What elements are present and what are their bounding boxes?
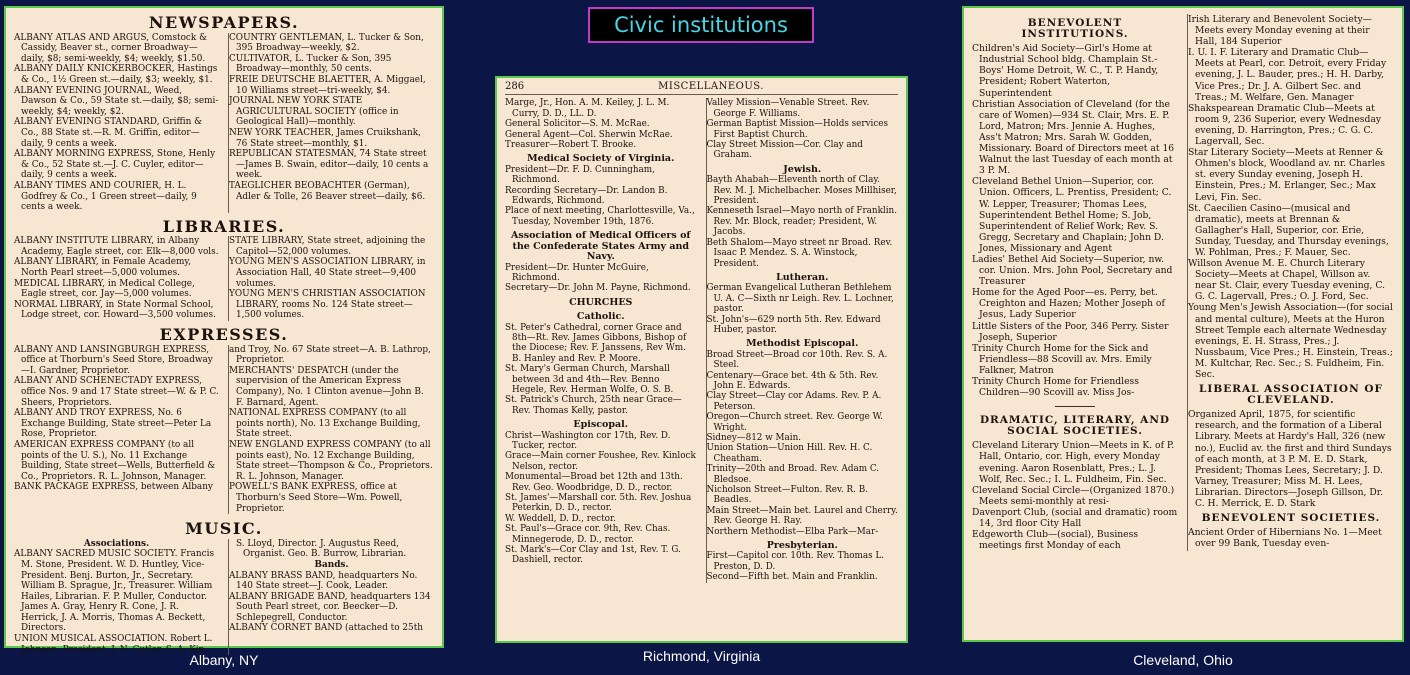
bands-heading: Bands.	[314, 559, 349, 570]
list-item: NEW ENGLAND EXPRESS COMPANY (to all points east), No. 12 Exchange Building, State street—Thompson & Co., Proprietors. R. L. Johnson, Manager.	[229, 439, 433, 482]
list-item: and Troy, No. 67 State street—A. B. Lathrop, Proprietor.	[229, 344, 431, 366]
list-item: Broad Street—Broad cor 10th. Rev. S. A. Steel.	[706, 349, 888, 371]
bands-list	[229, 571, 434, 635]
list-item: Clay Street—Clay cor Adams. Rev. P. A. Peterson.	[706, 391, 882, 412]
caption-albany: Albany, NY	[189, 652, 259, 668]
list-item: Shakspearean Dramatic Club—Meets at room 9, 236 Superior, every Wednesday evening, D. Harrington, Pres.; C. G. C. Lagervall, Sec.	[1188, 102, 1382, 148]
list-item: ALBANY MORNING EXPRESS, Stone, Henly & Co., 52 State st.—J. C. Cuyler, editor—daily, 9 cents a week.	[14, 149, 216, 181]
list-item: NEW YORK TEACHER, James Cruikshank, 76 State street—monthly, $1.	[229, 127, 421, 149]
list-item: YOUNG MEN'S CHRISTIAN ASSOCIATION LIBRARY, rooms No. 124 State street—1,500 volumes.	[229, 289, 426, 321]
list-item: COUNTRY GENTLEMAN, L. Tucker & Son, 395 Broadway—weekly, $2.	[229, 32, 424, 54]
list-item: St. James'—Marshall cor. 5th. Rev. Joshua Peterkin, D. D., rector.	[505, 493, 692, 514]
list-item: General Solicitor—S. M. McRae.	[505, 119, 650, 130]
list-item: Organized April, 1875, for scientific research, and the formation of a Liberal Library. Meets at Hardy's Hall, 326 (new no.), Euclid av. the first and third Sundays of each month, at 3 P. M. E. D. Stark, President; Thomas Lees, Secretary; J. D. Varney, Treasurer; Miss M. H. Lees, Librarian. Directors—Joseph Gillson, Dr. C. H. Merrick, E. D. Stark	[1188, 409, 1392, 510]
list-item: ALBANY CORNET BAND (attached to 25th	[229, 623, 423, 634]
list-item: Nicholson Street—Fulton. Rev. R. B. Beadles.	[706, 485, 868, 506]
list-item: Beth Shalom—Mayo street nr Broad. Rev. Isaac P. Mendez. S. A. Winstock, President.	[706, 237, 893, 269]
list-item: Trinity Church Home for the Sick and Friendless—88 Scovill av. Mrs. Emily Falkner, Matron	[972, 342, 1152, 376]
list-item: Bayth Ahabah—Eleventh north of Clay. Rev. M. J. Michelbacher. Moses Millhiser, President.	[706, 175, 897, 207]
list-item: ALBANY ATLAS AND ARGUS, Comstock & Cassidy, Beaver st., corner Broadway—daily, $8; semi-weekly, $4; weekly, $1.50.	[14, 32, 207, 64]
music-columns	[14, 539, 434, 656]
list-item: JOURNAL NEW YORK STATE AGRICULTURAL SOCIETY (office in Geological Hall)—monthly.	[229, 96, 399, 128]
list-item: Christ—Washington cor 17th, Rev. D. Tucker, rector.	[505, 430, 671, 451]
expresses-right-column	[228, 345, 434, 515]
list-item: NORMAL LIBRARY, in State Normal School, Lodge street, cor. Howard—3,500 volumes.	[14, 299, 216, 321]
libraries-columns	[14, 236, 434, 321]
list-item: German Baptist Mission—Holds services First Baptist Church.	[706, 119, 889, 140]
list-item: Ladies' Bethel Aid Society—Superior, nw. cor. Union. Mrs. John Pool, Secretary and Treasurer	[972, 253, 1173, 288]
list-item: Clay Street Mission—Cor. Clay and Graham.	[706, 140, 863, 161]
libraries-left-column	[14, 236, 219, 321]
list-item: Edgeworth Club—(social), Business meetings first Monday of each	[972, 529, 1139, 552]
section-heading: LIBERAL ASSOCIATION OF CLEVELAND.	[1199, 383, 1383, 407]
expresses-left-column	[14, 345, 219, 515]
section-heading: Lutheran.	[776, 271, 829, 283]
list-item: Cleveland Bethel Union—Superior, cor. Union. Officers, L. Prentiss, President; C. W. Lepper, Treasurer; Thomas Lees, Superintendent Bethel Home; S. Job, Superintendent of Relief Work; Rev. S. Gregg, Secretary and Chaplain; John D. Jones, Missionary and Agent	[972, 176, 1172, 254]
newspapers-right-column	[228, 33, 434, 213]
list-item: Union Station—Union Hill. Rev. H. C. Cheatham.	[706, 443, 873, 464]
list-item: Place of next meeting, Charlottesville, Va., Tuesday, November 19th, 1876.	[505, 206, 695, 227]
list-item: Kenneseth Israel—Mayo north of Franklin. Rev. Mr. Block, reader; President, W. Jacobs.	[706, 206, 898, 238]
list-item: Davenport Club, (social and dramatic) room 14, 3rd floor City Hall	[972, 506, 1178, 530]
list-item: AMERICAN EXPRESS COMPANY (to all points of the U. S.), No. 11 Exchange Building, State street—Wells, Butterfield & Co., Proprietors. R. L. Johnson, Manager.	[14, 439, 216, 482]
list-item: Trinity Church Home for Friendless Children—90 Scovill av. Miss Jos-	[972, 376, 1139, 399]
list-item: REPUBLICAN STATESMAN, 74 State street—James B. Swain, editor—daily, 10 cents a week.	[229, 149, 429, 181]
cleveland-columns	[972, 14, 1394, 551]
richmond-directory-page	[495, 76, 908, 643]
section-title: MISCELLANEOUS.	[658, 81, 764, 92]
list-item: NATIONAL EXPRESS COMPANY (to all points north), No. 13 Exchange Building, State street.	[229, 408, 421, 440]
libraries-right-column	[228, 236, 434, 321]
cleveland-right-column	[1187, 14, 1394, 551]
page-number: 286	[505, 81, 525, 92]
section-heading: Catholic.	[576, 311, 625, 323]
music-entry: S. Lloyd, Director. J. Augustus Reed, Organist. Geo. B. Burrow, Librarian.	[236, 538, 407, 560]
list-item: St. Paul's—Grace cor. 9th, Rev. Chas. Minnegerode, D. D., rector.	[505, 524, 671, 545]
section-heading: Jewish.	[783, 163, 822, 175]
newspapers-heading: NEWSPAPERS.	[148, 13, 300, 32]
libraries-heading: LIBRARIES.	[162, 216, 286, 236]
list-item: Second—Fifth bet. Main and Franklin.	[706, 572, 878, 583]
list-item: W. Weddell, D. D., rector.	[505, 513, 616, 524]
list-item: Oregon—Church street. Rev. George W. Wright.	[706, 412, 883, 433]
list-item: ALBANY LIBRARY, in Female Academy, North Pearl street—5,000 volumes.	[14, 257, 192, 279]
list-item: Little Sisters of the Poor, 346 Perry. Sister Joseph, Superior	[972, 320, 1169, 343]
albany-directory-page	[4, 6, 444, 655]
list-item: Sidney—812 w Main.	[706, 433, 802, 443]
list-item: ALBANY TIMES AND COURIER, H. L. Godfrey & Co., 1 Green street—daily, 9 cents a week.	[14, 180, 197, 213]
newspapers-columns	[14, 33, 434, 213]
list-item: CULTIVATOR, L. Tucker & Son, 395 Broadway—monthly, 50 cents.	[229, 53, 392, 75]
list-item: Irish Literary and Benevolent Society—Meets every Monday evening at their Hall, 184 Superior	[1188, 14, 1372, 48]
section-heading: CHURCHES	[569, 296, 633, 308]
list-item: POWELL'S BANK EXPRESS, office at Thorburn's Seed Store—Wm. Powell, Proprietor.	[229, 482, 403, 514]
list-item: Marge, Jr., Hon. A. M. Keiley, J. L. M. Curry, D. D., LL. D.	[505, 98, 670, 119]
list-item: UNION MUSICAL ASSOCIATION. Robert L. Johnson, President. J. N. Cutler, S. A. Kin-	[14, 634, 213, 655]
list-item: ALBANY BRASS BAND, headquarters No. 140 State street—J. Cook, Leader.	[229, 570, 418, 592]
list-item: Young Men's Jewish Association—(for social and mental culture), Meets at the Huron Street Temple each alternate Wednesday evenings, E. H. Strass, Pres.; J. Nussbaum, Vice Pres.; H. Einstein, Treas.; M. Kultchar, Rec. Sec.; S. Fuldheim, Fin. Sec.	[1188, 302, 1393, 380]
section-heading: Association of Medical Officers of the Confederate States Army and Navy.	[511, 230, 691, 263]
section-divider	[1055, 406, 1095, 407]
list-item: BANK PACKAGE EXPRESS, between Albany	[14, 482, 213, 493]
list-item: Recording Secretary—Dr. Landon B. Edwards, Richmond.	[505, 185, 668, 207]
list-item: FREIE DEUTSCHE BLAETTER, A. Miggael, 10 Williams street—tri-weekly, $4.	[229, 74, 426, 96]
newspapers-left-column	[14, 33, 219, 213]
section-heading: Episcopal.	[573, 419, 629, 431]
list-item: Valley Mission—Venable Street. Rev. George F. Williams.	[706, 98, 870, 119]
list-item: St. Mary's German Church, Marshall between 3d and 4th—Rev. Benno Hegele, Rev. Herman Wolfe, O. S. B.	[505, 364, 674, 395]
associations-heading: Associations.	[83, 538, 150, 549]
list-item: President—Dr. F. D. Cunningham, Richmond.	[505, 164, 655, 186]
section-heading: BENEVOLENT SOCIETIES.	[1201, 512, 1381, 525]
richmond-columns	[505, 98, 898, 582]
list-item: Cleveland Social Circle—(Organized 1870.) Meets semi-monthly at resi-	[972, 484, 1175, 507]
list-item: Trinity—20th and Broad. Rev. Adam C. Bledsoe.	[706, 464, 880, 485]
list-item: Children's Aid Society—Girl's Home at Industrial School bldg. Champlain St.-Boys' Home Detroit, W. C., T. P. Handy, President; Robert Waterton, Superintendent	[972, 43, 1159, 99]
caption-cleveland: Cleveland, Ohio	[1133, 652, 1233, 668]
music-heading: MUSIC.	[185, 519, 263, 539]
list-item: ALBANY BRIGADE BAND, headquarters 134 South Pearl street, cor. Beecker—D. Schlepegrell, Conductor.	[229, 591, 431, 623]
list-item: YOUNG MEN'S ASSOCIATION LIBRARY, in Association Hall, 40 State street—9,400 volumes.	[229, 257, 426, 289]
section-heading: BENEVOLENT INSTITUTIONS.	[1021, 17, 1129, 41]
list-item: Home for the Aged Poor—es. Perry, bet. Creighton and Hazen; Mother Joseph of Jesus, Lady Superior	[972, 287, 1165, 321]
list-item: ALBANY INSTITUTE LIBRARY, in Albany Academy, Eagle street, cor. Elk—8,000 vols.	[14, 236, 219, 257]
list-item: Willson Avenue M. E. Church Literary Society—Meets at Chapel, Willson av. near St. Clair, every Tuesday evening, C. G. C. Lagervall, Pres.; O. J. Ford, Sec.	[1188, 258, 1385, 303]
list-item: ALBANY AND TROY EXPRESS, No. 6 Exchange Building, State street—Peter La Rose, Proprietor.	[14, 408, 212, 440]
list-item: Northern Methodist—Elba Park—Mar-	[706, 526, 879, 537]
list-item: St. Mark's—Cor Clay and 1st, Rev. T. G. Dashiell, rector.	[505, 545, 681, 566]
expresses-heading: EXPRESSES.	[159, 325, 289, 345]
list-item: MEDICAL LIBRARY, in Medical College, Eagle street, cor. Jay—5,000 volumes.	[14, 278, 195, 300]
list-item: I. U. I. F. Literary and Dramatic Club—Meets at Pearl, cor. Detroit, every Friday evening, J. L. Bauder, pres.; H. H. Darby, Vice Pres.; Dr. J. A. Gilbert Sec. and Treas.; M. Welfare, Gen. Manager	[1188, 47, 1387, 103]
section-heading: Presbyterian.	[766, 540, 838, 552]
list-item: STATE LIBRARY, State street, adjoining the Capitol—52,000 volumes.	[229, 236, 426, 257]
list-item: Main Street—Main bet. Laurel and Cherry. Rev. George H. Ray.	[706, 505, 898, 527]
list-item: St. Caecilien Casino—(musical and dramatic), meets at Brennan & Gallagher's Hall, Superior, cor. Erie, Sunday, Tuesday, and Thursday evenings, W. Pohlman, Pres.; F. Mauer, Sec.	[1188, 202, 1389, 258]
section-heading: Methodist Episcopal.	[746, 338, 859, 350]
list-item: ALBANY SACRED MUSIC SOCIETY. Francis M. Stone, President. W. D. Huntley, Vice-President. Benj. Burton, Jr., Secretary. William B. Sprague, Jr., Treasurer. William Hailes, Librarian. F. P. Muller, Conductor. James A. Gray, Henry R. Cone, J. R. Herrick, J. A. Morris, Thomas A. Beckett, Directors.	[14, 549, 214, 634]
list-item: Secretary—Dr. John M. Payne, Richmond.	[505, 283, 691, 294]
list-item: Monumental—Broad bet 12th and 13th. Rev. Geo. Woodbridge, D. D., rector.	[505, 472, 683, 493]
cleveland-left-column	[972, 14, 1178, 551]
music-right-column	[228, 539, 434, 656]
list-item: First—Capitol cor. 10th. Rev. Thomas L. Preston, D. D.	[706, 551, 885, 572]
expresses-columns	[14, 345, 434, 515]
list-item: St. Patrick's Church, 25th near Grace—Rev. Thomas Kelly, pastor.	[505, 395, 682, 416]
section-heading: Medical Society of Virginia.	[527, 153, 675, 165]
list-item: General Agent—Col. Sherwin McRae.	[505, 129, 673, 140]
list-item: German Evangelical Lutheran Bethlehem U. A. C—Sixth nr Leigh. Rev. L. Lochner, pastor.	[706, 283, 894, 315]
richmond-right-column	[706, 98, 899, 582]
list-item: Christian Association of Cleveland (for the care of Women)—934 St. Clair, Mrs. E. P. Lord, Matron; Mrs. Jennie A. Hughes, Ass't Matron; Mrs. Sarah W. Godden, Missionary. Board of Directors meet at 16 Walnut the last Tuesday of each month at 3 P. M.	[972, 98, 1175, 177]
cleveland-directory-page	[962, 6, 1404, 642]
list-item: ALBANY EVENING STANDARD, Griffin & Co., 88 State st.—R. M. Griffin, editor—daily, 9 cents a week.	[14, 117, 203, 149]
list-item: Star Literary Society—Meets at Renner & Ohmen's block, Woodland av. nr. Charles st. every Sunday evening, Joseph H. Einstein, Pres.; M. Erlanger, Sec.; Max Levi, Fin. Sec.	[1188, 147, 1385, 203]
list-item: ALBANY AND SCHENECTADY EXPRESS, office Nos. 9 and 17 State street—W. & P. C. Sheers, Proprietors.	[14, 376, 219, 408]
list-item: President—Dr. Hunter McGuire, Richmond.	[505, 262, 649, 283]
caption-richmond: Richmond, Virginia	[642, 648, 761, 664]
list-item: MERCHANTS' DESPATCH (under the supervision of the American Express Company), No. 1 Clinton avenue—John B. F. Barnard, Agent.	[229, 365, 424, 408]
music-left-column	[14, 539, 219, 656]
list-item: Ancient Order of Hibernians No. 1—Meet over 99 Bank, Tuesday even-	[1188, 527, 1382, 550]
list-item: Cleveland Literary Union—Meets in K. of P. Hall, Ontario, cor. High, every Monday evening. Aaron Rosenblatt, Pres.; L. J. Wolf, Rec. Sec.; I. L. Fuldheim, Fin. Sec.	[972, 440, 1175, 485]
list-item: Treasurer—Robert T. Brooke.	[505, 140, 637, 151]
list-item: Grace—Main corner Foushee, Rev. Kinlock Nelson, rector.	[505, 451, 696, 472]
list-item: St. John's—629 north 5th. Rev. Edward Huber, pastor.	[706, 314, 881, 335]
page-header	[505, 82, 898, 95]
list-item: TAEGLICHER BEOBACHTER (German), Adler & Tolle, 26 Beaver street—daily, $6.	[229, 180, 426, 202]
list-item: Centenary—Grace bet. 4th & 5th. Rev. John E. Edwards.	[706, 370, 879, 391]
section-heading: DRAMATIC, LITERARY, AND SOCIAL SOCIETIES.	[979, 414, 1171, 438]
list-item: ALBANY DAILY KNICKERBOCKER, Hastings & Co., 1½ Green st.—daily, $3; weekly, $1.	[14, 64, 218, 85]
associations-list	[14, 549, 219, 655]
richmond-left-column	[505, 98, 697, 582]
list-item: ALBANY AND LANSINGBURGH EXPRESS, office at Thorburn's Seed Store, Broadway—I. Gardner, Proprietor.	[14, 344, 213, 376]
page-title: Civic institutions	[588, 7, 814, 43]
list-item: St. Peter's Cathedral, corner Grace and 8th—Rt. Rev. James Gibbons, Bishop of the Diocese; Rev. F. Janssens, Rev Wm. B. Hanley and Rev. P. Moore.	[505, 322, 687, 364]
list-item: ALBANY EVENING JOURNAL, Weed, Dawson & Co., 59 State st.—daily, $8; semi-weekly, $4; weekly, $2.	[14, 85, 219, 117]
